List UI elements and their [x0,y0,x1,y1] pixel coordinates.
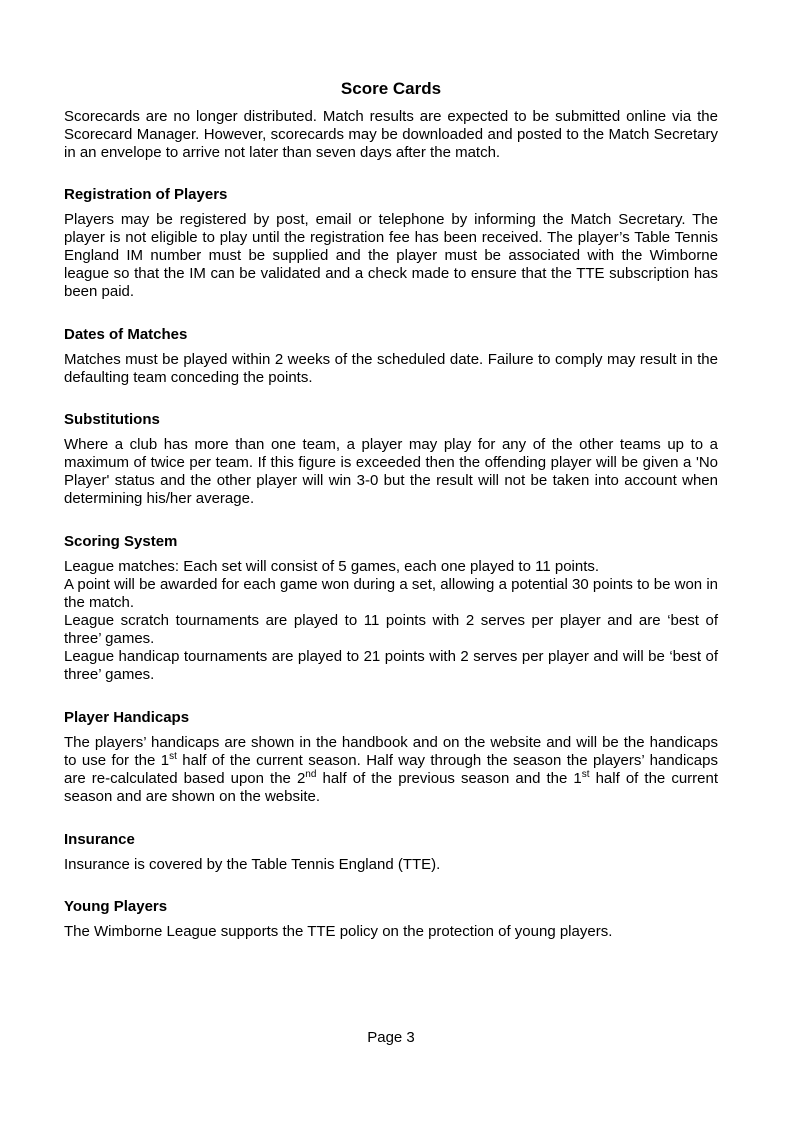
handicaps-heading: Player Handicaps [64,709,190,726]
young-players-paragraph: The Wimborne League supports the TTE policy on the protection of young players. [64,923,613,940]
substitutions-paragraph: Where a club has more than one team, a player may play for any of the other teams up to a maximum of twice per team. If this figure is exceeded then the offending player will be given a 'No Player' status and the other player will win 3-0 but the result will not be taken into account when determining his/her average. [64,436,718,507]
insurance-paragraph: Insurance is covered by the Table Tennis England (TTE). [64,856,441,873]
scoring-section [64,533,718,684]
dates-paragraph: Matches must be played within 2 weeks of the scheduled date. Failure to comply may result in the defaulting team conceding the points. [64,351,718,386]
insurance-heading: Insurance [64,831,135,848]
handicaps-text-3: half of the previous season and the 1 [316,770,582,787]
scoring-heading: Scoring System [64,533,178,550]
registration-heading: Registration of Players [64,186,228,203]
page-title: Score Cards [340,79,442,98]
insurance-section [64,831,718,874]
handicaps-text-4: half of the current season and are shown on the website. [64,770,719,805]
scoring-line-handicap: League handicap tournaments are played to 21 points with 2 serves per player and will be ‘best of three’ games. [64,648,718,683]
handicaps-text-2: half of the current season. Half way through the season the players’ handicaps are re-calculated based upon the 2 [64,752,718,787]
scoring-line-matches: League matches: Each set will consist of 5 games, each one played to 11 points. [64,558,600,575]
substitutions-heading: Substitutions [64,411,160,428]
handicaps-section [64,709,718,806]
scorecards-section [64,108,718,162]
young-players-heading: Young Players [64,898,168,915]
handicaps-paragraph [64,734,718,806]
dates-heading: Dates of Matches [64,326,188,343]
document-page [64,0,718,1122]
young-players-section [64,898,718,941]
handicaps-text-1: The players’ handicaps are shown in the handbook and on the website and will be the handicaps to use for the 1 [64,734,718,769]
scoring-line-points: A point will be awarded for each game won during a set, allowing a potential 30 points to be won in the match. [64,576,718,611]
ordinal-suffix: st [581,769,590,780]
registration-section [64,186,718,301]
substitutions-section [64,411,718,508]
scoring-line-scratch: League scratch tournaments are played to 11 points with 2 serves per player and are ‘best of three’ games. [64,612,718,647]
page-number: Page 3 [367,1029,415,1046]
dates-section [64,326,718,387]
ordinal-suffix: nd [305,769,317,780]
scorecards-paragraph: Scorecards are no longer distributed. Match results are expected to be submitted online via the Scorecard Manager. However, scorecards may be downloaded and posted to the Match Secretary in an envelope to arrive not later than seven days after the match. [64,108,718,161]
ordinal-suffix: st [169,751,177,762]
registration-paragraph: Players may be registered by post, email or telephone by informing the Match Secretary. The player is not eligible to play until the registration fee has been received. The player’s Table Tennis England IM number must be supplied and the player must be associated with the Wimborne league so that the IM can be validated and a check made to ensure that the TTE subscription has been paid. [64,211,718,300]
